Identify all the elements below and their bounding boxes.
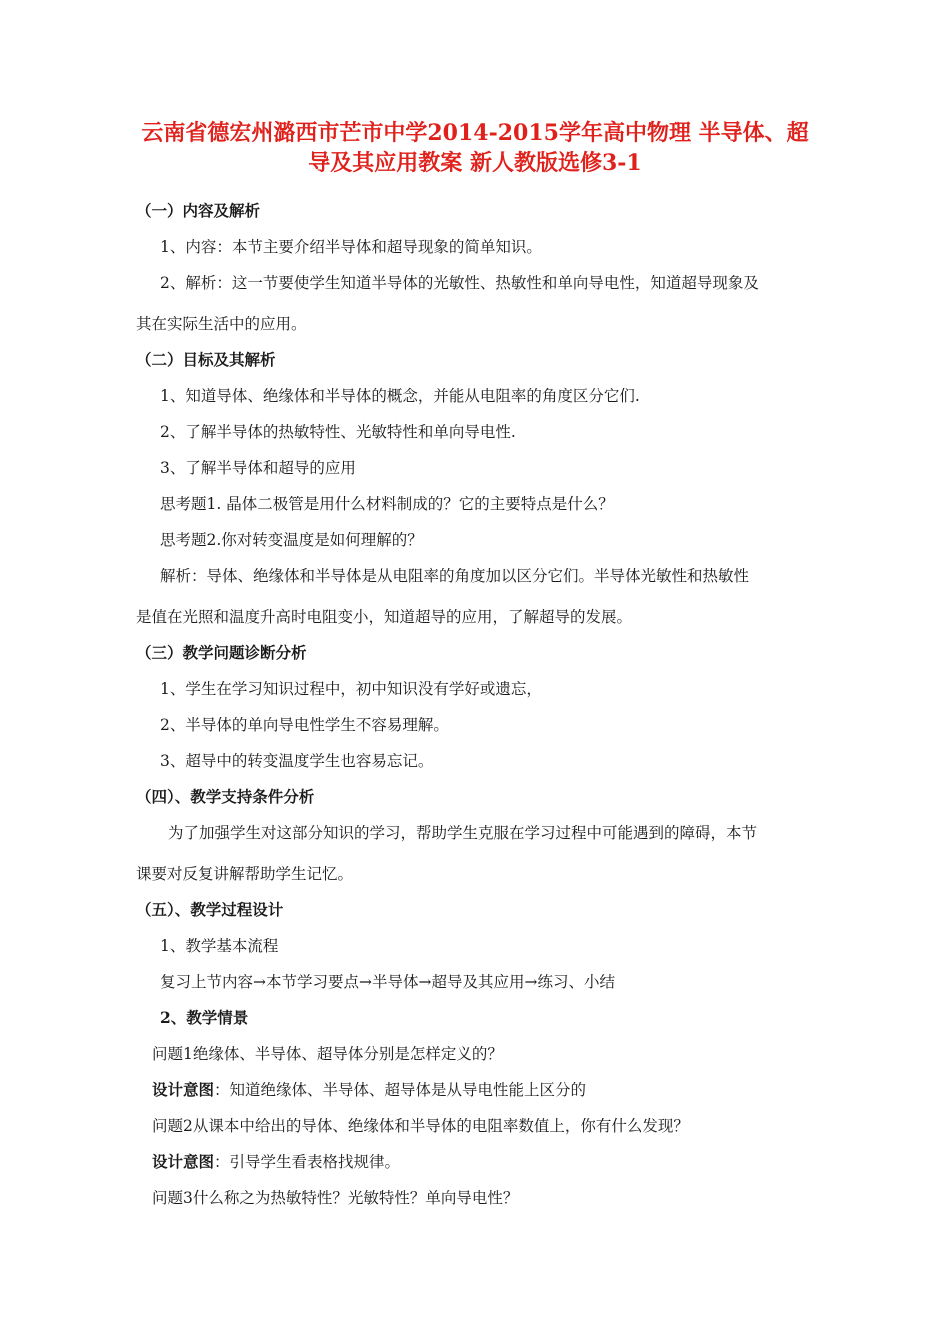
section-2-heading: （二）目标及其解析 [136,350,276,369]
section-5-heading: （五）、教学过程设计 [136,900,284,919]
section-2-goal-1: 1、知道导体、绝缘体和半导体的概念，并能从电阻率的角度区分它们. [160,387,640,405]
section-3-item-2: 2、半导体的单向导电性学生不容易理解。 [160,716,449,734]
section-1-analysis-line-1: 2、解析：这一节要使学生知道半导体的光敏性、热敏性和单向导电性，知道超导现象及 [160,274,759,292]
section-2-question-2: 思考题2.你对转变温度是如何理解的？ [160,531,423,549]
title-line-1: 云南省德宏州潞西市芒市中学2014-2015学年高中物理 半导体、超 [141,120,809,146]
section-2-analysis-line-1: 解析：导体、绝缘体和半导体是从电阻率的角度加以区分它们。半导体光敏性和热敏性 [160,567,750,585]
section-5-flow: 复习上节内容→本节学习要点→半导体→超导及其应用→练习、小结 [160,973,615,991]
document-title [130,118,820,178]
section-3-item-1: 1、学生在学习知识过程中，初中知识没有学好或遗忘， [160,680,542,698]
design-intent-2-label: 设计意图 [152,1152,215,1171]
section-2-goal-3: 3、了解半导体和超导的应用 [160,459,356,477]
title-line-2: 导及其应用教案 新人教版选修3-1 [308,150,642,176]
section-4-text-line-2: 课要对反复讲解帮助学生记忆。 [136,865,354,883]
section-1-content: 1、内容：本节主要介绍半导体和超导现象的简单知识。 [160,238,542,256]
question-2: 问题2从课本中给出的导体、绝缘体和半导体的电阻率数值上，你有什么发现？ [152,1117,689,1135]
section-3-item-3: 3、超导中的转变温度学生也容易忘记。 [160,752,434,770]
section-5-scenario-title: 2、教学情景 [160,1008,249,1027]
question-1: 问题1绝缘体、半导体、超导体分别是怎样定义的？ [152,1045,503,1063]
design-intent-1 [152,1079,586,1101]
section-4-text-line-1: 为了加强学生对这部分知识的学习，帮助学生克服在学习过程中可能遇到的障碍，本节 [168,824,758,842]
design-intent-2-text: ：引导学生看表格找规律。 [214,1153,401,1171]
section-4-heading: （四）、教学支持条件分析 [136,787,315,806]
section-2-analysis-line-2: 是值在光照和温度升高时电阻变小，知道超导的应用，了解超导的发展。 [136,608,633,626]
section-1-analysis-line-2: 其在实际生活中的应用。 [136,315,307,333]
design-intent-1-text: ：知道绝缘体、半导体、超导体是从导电性能上区分的 [214,1081,587,1099]
section-5-flow-title: 1、教学基本流程 [160,937,279,955]
design-intent-1-label: 设计意图 [152,1080,215,1099]
section-1-heading: （一）内容及解析 [136,201,261,220]
section-3-heading: （三）教学问题诊断分析 [136,643,307,662]
question-3: 问题3什么称之为热敏特性？光敏特性？单向导电性？ [152,1189,519,1207]
section-2-question-1: 思考题1. 晶体二极管是用什么材料制成的？它的主要特点是什么？ [160,495,614,513]
design-intent-2 [152,1151,400,1173]
section-2-goal-2: 2、了解半导体的热敏特性、光敏特性和单向导电性. [160,423,516,441]
